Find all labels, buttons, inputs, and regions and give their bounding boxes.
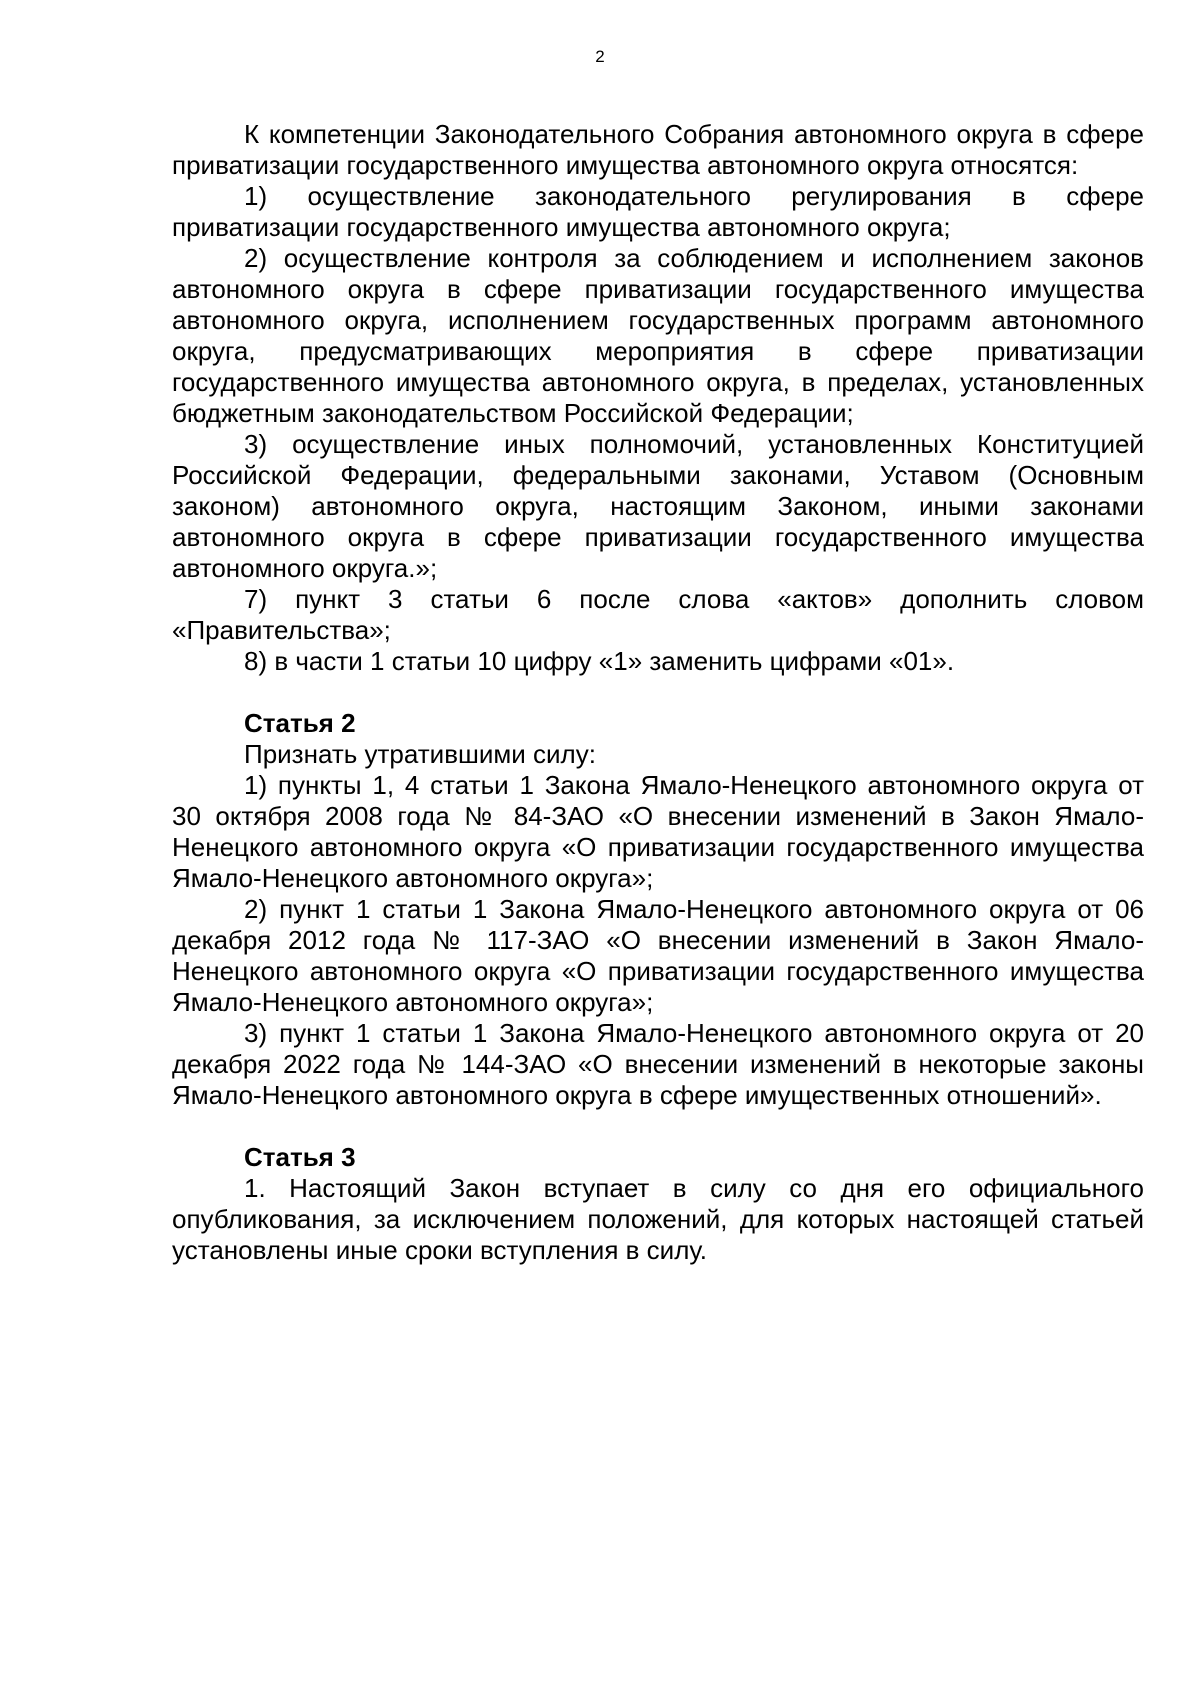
paragraph-competence: К компетенции Законодательного Собрания автономного округа в сфере приватизации государственного имущества автономного округа относятся: xyxy=(172,119,1144,180)
article-2-item-1: 1) пункты 1, 4 статьи 1 Закона Ямало-Ненецкого автономного округа от 30 октября 2008 года № 84-ЗАО «О внесении изменений в Закон Ямало-Ненецкого автономного округа «О приватизации государственного имущества Ямало-Ненецкого автономного округа»; xyxy=(172,770,1144,893)
page-number: 2 xyxy=(595,47,605,66)
article-2-intro: Признать утратившими силу: xyxy=(244,739,596,769)
paragraph-item-2: 2) осуществление контроля за соблюдением и исполнением законов автономного округа в сфере приватизации государственного имущества автономного округа, исполнением государственных программ автономного округа, предусматривающих мероприятия в сфере приватизации государственного имущества автономного округа, в пределах, установленных бюджетным законодательством Российской Федерации; xyxy=(172,243,1144,428)
article-2-item-2: 2) пункт 1 статьи 1 Закона Ямало-Ненецкого автономного округа от 06 декабря 2012 года № 117-ЗАО «О внесении изменений в Закон Ямало-Ненецкого автономного округа «О приватизации государственного имущества Ямало-Ненецкого автономного округа»; xyxy=(172,894,1144,1017)
article-2-title: Статья 2 xyxy=(244,708,356,738)
paragraph-item-3: 3) осуществление иных полномочий, установленных Конституцией Российской Федерации, федеральными законами, Уставом (Основным законом) автономного округа, настоящим Законом, иными законами автономного округа в сфере приватизации государственного имущества автономного округа.»; xyxy=(172,429,1144,583)
document-body xyxy=(172,119,1144,1266)
article-2-item-3: 3) пункт 1 статьи 1 Закона Ямало-Ненецкого автономного округа от 20 декабря 2022 года № 144-ЗАО «О внесении изменений в некоторые законы Ямало-Ненецкого автономного округа в сфере имущественных отношений». xyxy=(172,1018,1144,1110)
paragraph-item-1: 1) осуществление законодательного регулирования в сфере приватизации государственного имущества автономного округа; xyxy=(172,181,1144,242)
paragraph-item-7: 7) пункт 3 статьи 6 после слова «актов» дополнить словом «Правительства»; xyxy=(172,584,1144,645)
article-3-item-1: 1. Настоящий Закон вступает в силу со дня его официального опубликования, за исключением положений, для которых настоящей статьей установлены иные сроки вступления в силу. xyxy=(172,1173,1144,1265)
paragraph-item-8: 8) в части 1 статьи 10 цифру «1» заменить цифрами «01». xyxy=(244,646,955,676)
article-3-title: Статья 3 xyxy=(244,1142,356,1172)
